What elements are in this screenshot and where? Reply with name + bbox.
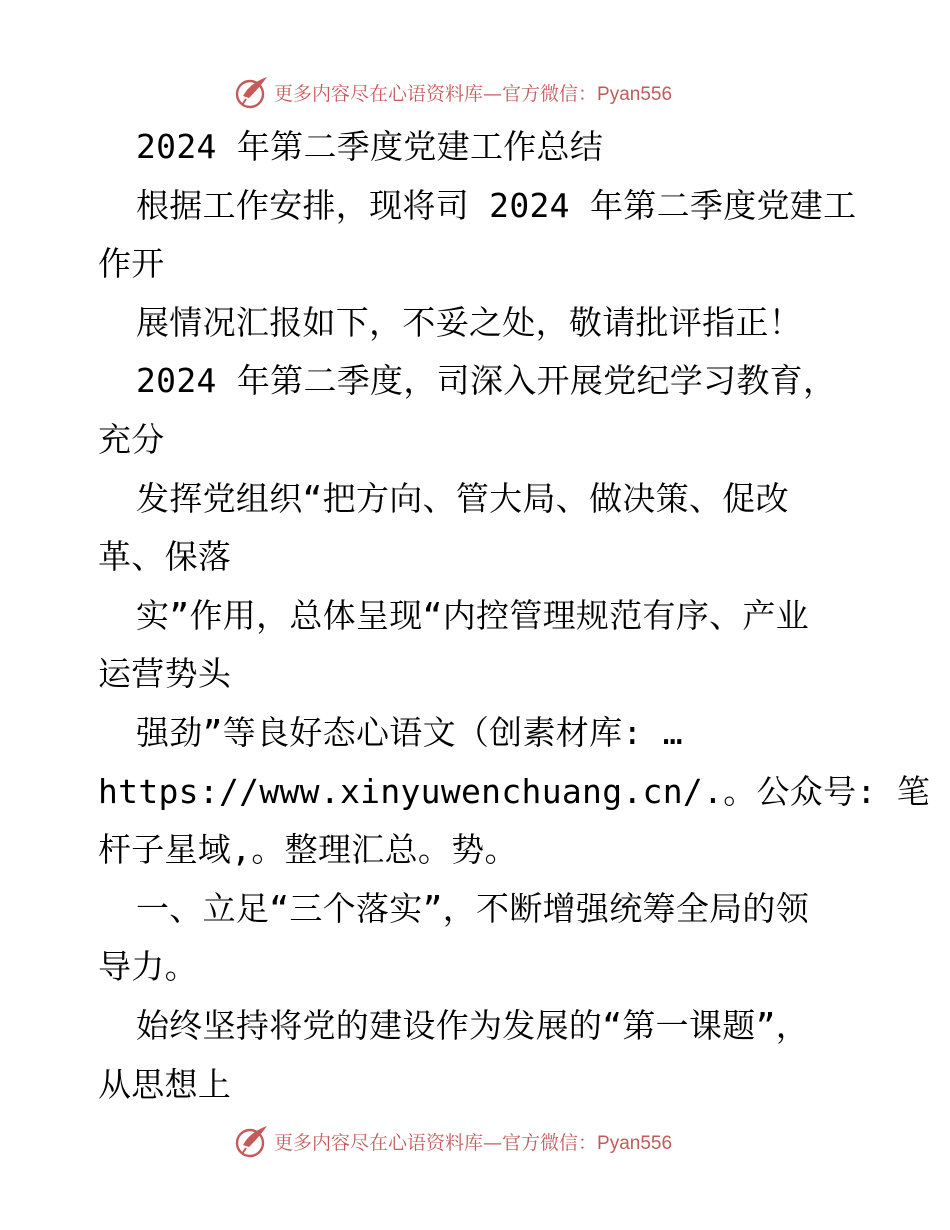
footer-watermark-banner — [234, 1121, 672, 1161]
text-line: 实”作用，总体呈现“内控管理规范有序、产业 — [136, 595, 810, 635]
text-line: 运营势头 — [98, 654, 232, 694]
text-line: 杆子星域,。整理汇总。势。 — [98, 830, 518, 870]
quill-pen-logo-icon — [234, 74, 270, 110]
text-line: 根据工作安排，现将司 2024 年第二季度党建工 — [136, 185, 857, 225]
text-line: 充分 — [98, 419, 165, 459]
document-body — [98, 118, 931, 1114]
text-line: 革、保落 — [98, 537, 232, 577]
banner-text — [274, 79, 672, 106]
section-heading: 一、立足“三个落实”，不断增强统筹全局的领 — [136, 888, 810, 928]
text-line: 导力。 — [98, 947, 198, 987]
quill-pen-logo-icon — [234, 1123, 270, 1159]
text-line: 从思想上 — [98, 1064, 232, 1104]
text-line-url: https://www.xinyuwenchuang.cn/.。公众号: 笔 — [98, 771, 931, 811]
text-line: 始终坚持将党的建设作为发展的“第一课题”， — [136, 1005, 810, 1045]
banner-wechat-id: Pyan556 — [597, 1132, 673, 1154]
header-watermark-banner — [234, 72, 672, 112]
text-line: 强劲”等良好态心语文（创素材库: … — [136, 712, 683, 752]
text-line: 展情况汇报如下，不妥之处，敬请批评指正！ — [136, 302, 802, 342]
text-line: 作开 — [98, 244, 165, 284]
document-title: 2024 年第二季度党建工作总结 — [136, 127, 604, 166]
text-line: 发挥党组织“把方向、管大局、做决策、促改 — [136, 478, 789, 518]
banner-wechat-id: Pyan556 — [597, 83, 673, 105]
banner-text — [274, 1128, 672, 1155]
banner-label: 更多内容尽在心语资料库—官方微信： — [274, 82, 598, 105]
banner-label: 更多内容尽在心语资料库—官方微信： — [274, 1131, 598, 1154]
text-line: 2024 年第二季度，司深入开展党纪学习教育， — [136, 361, 837, 401]
